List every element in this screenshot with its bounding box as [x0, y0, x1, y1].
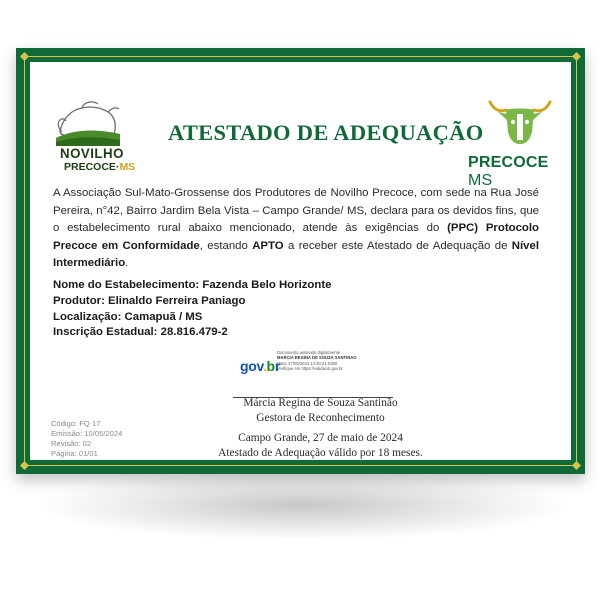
field-producer: Produtor: Elinaldo Ferreira Paniago: [53, 294, 246, 307]
brand-novilho-text: NOVILHO: [60, 145, 124, 161]
field-establishment-name: Nome do Estabelecimento: Fazenda Belo Horizonte: [53, 279, 332, 291]
brand-precoce-ms-text: PRECOCE·MS: [64, 161, 136, 173]
field-location: Localização: Camapuã / MS: [53, 310, 203, 323]
frame-shadow: [40, 470, 565, 540]
signatory-role: Gestora de Reconhecimento: [256, 412, 385, 424]
corner-ornament-icon: [572, 461, 581, 470]
signatory-name: Márcia Regina de Souza Santinão: [243, 397, 398, 409]
doc-revision: Revisão: 02: [51, 439, 92, 448]
doc-code: Código: FQ 17: [51, 419, 101, 428]
govbr-logo: gov.br: [240, 358, 280, 374]
certificate-paper: [30, 62, 571, 460]
establishment-details: [53, 278, 331, 341]
precoce-ms-logo: [480, 96, 560, 148]
declaration-paragraph: A Associação Sul-Mato-Grossense dos Produtores de Novilho Precoce, com sede na Rua José Pereira, n°42, Bairro Jardim Bela Vista – Campo Grande/ MS, declara para os devidos fins, que o estabelecimento rural abaixo mencionado, atende às exigências do (PPC) Protocolo Precoce em Conformidade, estando APTO a receber este Atestado de Adequação de Nível Intermediário.: [53, 187, 540, 270]
doc-issue: Emissão: 10/05/2024: [51, 429, 123, 438]
signature-stamp-text: Documento assinado digitalmente MARCIA REGINA DE SOUZA SANTINAO Data: 27/05/2024 14:30:21-0300 Verifique em https://validar.iti.gov.br: [277, 350, 357, 372]
corner-ornament-icon: [20, 52, 29, 61]
issue-date: Campo Grande, 27 de maio de 2024: [238, 432, 403, 444]
bull-icon: [52, 92, 124, 148]
bull-head-icon: [480, 96, 560, 148]
corner-ornament-icon: [20, 461, 29, 470]
doc-page: Página: 01/01: [51, 449, 98, 458]
certificate-frame: [16, 48, 585, 474]
corner-ornament-icon: [572, 52, 581, 61]
document-metadata: [51, 419, 122, 459]
field-state-registration: Inscrição Estadual: 28.816.479-2: [53, 326, 228, 339]
brand-precoce-ms: PRECOCE MS: [468, 154, 549, 189]
govbr-digital-signature: [240, 350, 375, 386]
certificate-title: ATESTADO DE ADEQUAÇÃO: [168, 120, 484, 145]
validity-note: Atestado de Adequação válido por 18 meses.: [218, 447, 423, 459]
